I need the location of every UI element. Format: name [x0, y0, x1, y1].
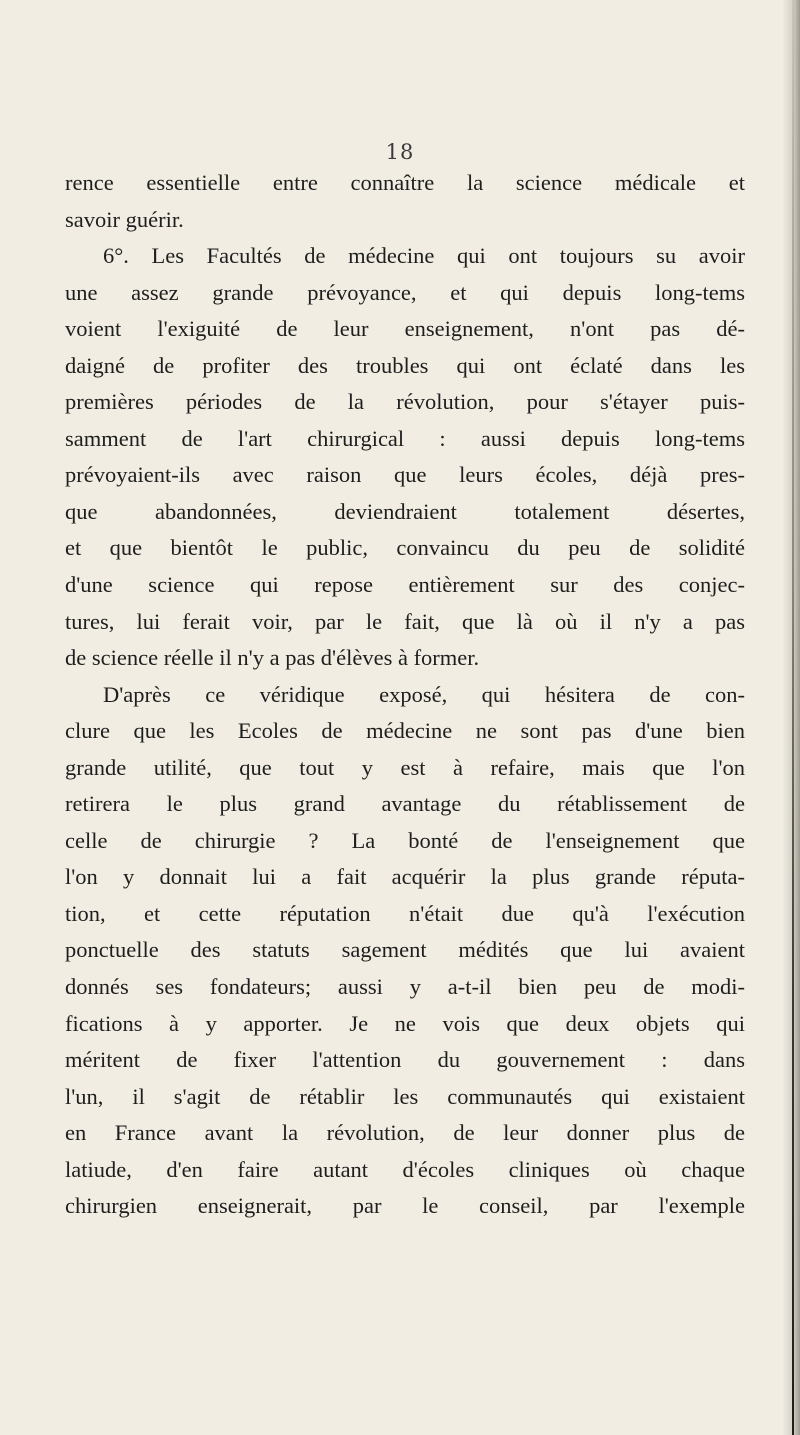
text-line: d'une science qui repose entièrement sur des conjec- — [65, 572, 745, 598]
text-line: latiude, d'en faire autant d'écoles cliniques où chaque — [65, 1156, 745, 1182]
text-line: que abandonnées, deviendraient totalement désertes, — [65, 498, 745, 524]
text-line: et que bientôt le public, convaincu du peu de solidité — [65, 535, 745, 561]
text-line: grande utilité, que tout y est à refaire, mais que l'on — [65, 754, 745, 780]
text-line: savoir guérir. — [65, 206, 184, 232]
text-line: rence essentielle entre connaître la science médicale et — [65, 170, 745, 195]
text-line: voient l'exiguité de leur enseignement, n'ont pas dé- — [65, 316, 745, 342]
text-line: prévoyaient-ils avec raison que leurs écoles, déjà pres- — [65, 462, 745, 488]
text-line: tures, lui ferait voir, par le fait, que là où il n'y a pas — [65, 608, 745, 634]
text-line: l'on y donnait lui a fait acquérir la plus grande réputa- — [65, 864, 745, 890]
text-line: méritent de fixer l'attention du gouvernement : dans — [65, 1047, 745, 1073]
text-line: l'un, il s'agit de rétablir les communautés qui existaient — [65, 1083, 745, 1109]
page-number: 18 — [385, 140, 415, 164]
text-line: 6°. Les Facultés de médecine qui ont toujours su avoir — [103, 243, 745, 269]
text-line: clure que les Ecoles de médecine ne sont pas d'une bien — [65, 718, 745, 744]
text-line: D'après ce véridique exposé, qui hésitera de con- — [103, 681, 745, 707]
text-line: de science réelle il n'y a pas d'élèves à former. — [65, 645, 480, 671]
text-line: samment de l'art chirurgical : aussi depuis long-tems — [65, 425, 745, 451]
text-line: une assez grande prévoyance, et qui depuis long-tems — [65, 279, 745, 305]
text-line: daigné de profiter des troubles qui ont éclaté dans les — [65, 352, 745, 378]
text-line: chirurgien enseignerait, par le conseil, par l'exemple — [65, 1193, 745, 1219]
page-edge-line — [792, 0, 794, 1435]
text-line: tion, et cette réputation n'était due qu'à l'exécution — [65, 900, 745, 926]
text-line: fications à y apporter. Je ne vois que deux objets qui — [65, 1010, 745, 1036]
text-line: retirera le plus grand avantage du rétablissement de — [65, 791, 745, 817]
text-line: donnés ses fondateurs; aussi y a-t-il bien peu de modi- — [65, 974, 745, 1000]
text-line: premières périodes de la révolution, pour s'étayer puis- — [65, 389, 745, 415]
page-edge-shadow — [782, 0, 800, 1435]
text-line: en France avant la révolution, de leur donner plus de — [65, 1120, 745, 1146]
text-line: ponctuelle des statuts sagement médités que lui avaient — [65, 937, 745, 963]
body-text — [65, 165, 745, 1225]
text-line: celle de chirurgie ? La bonté de l'enseignement que — [65, 827, 745, 853]
